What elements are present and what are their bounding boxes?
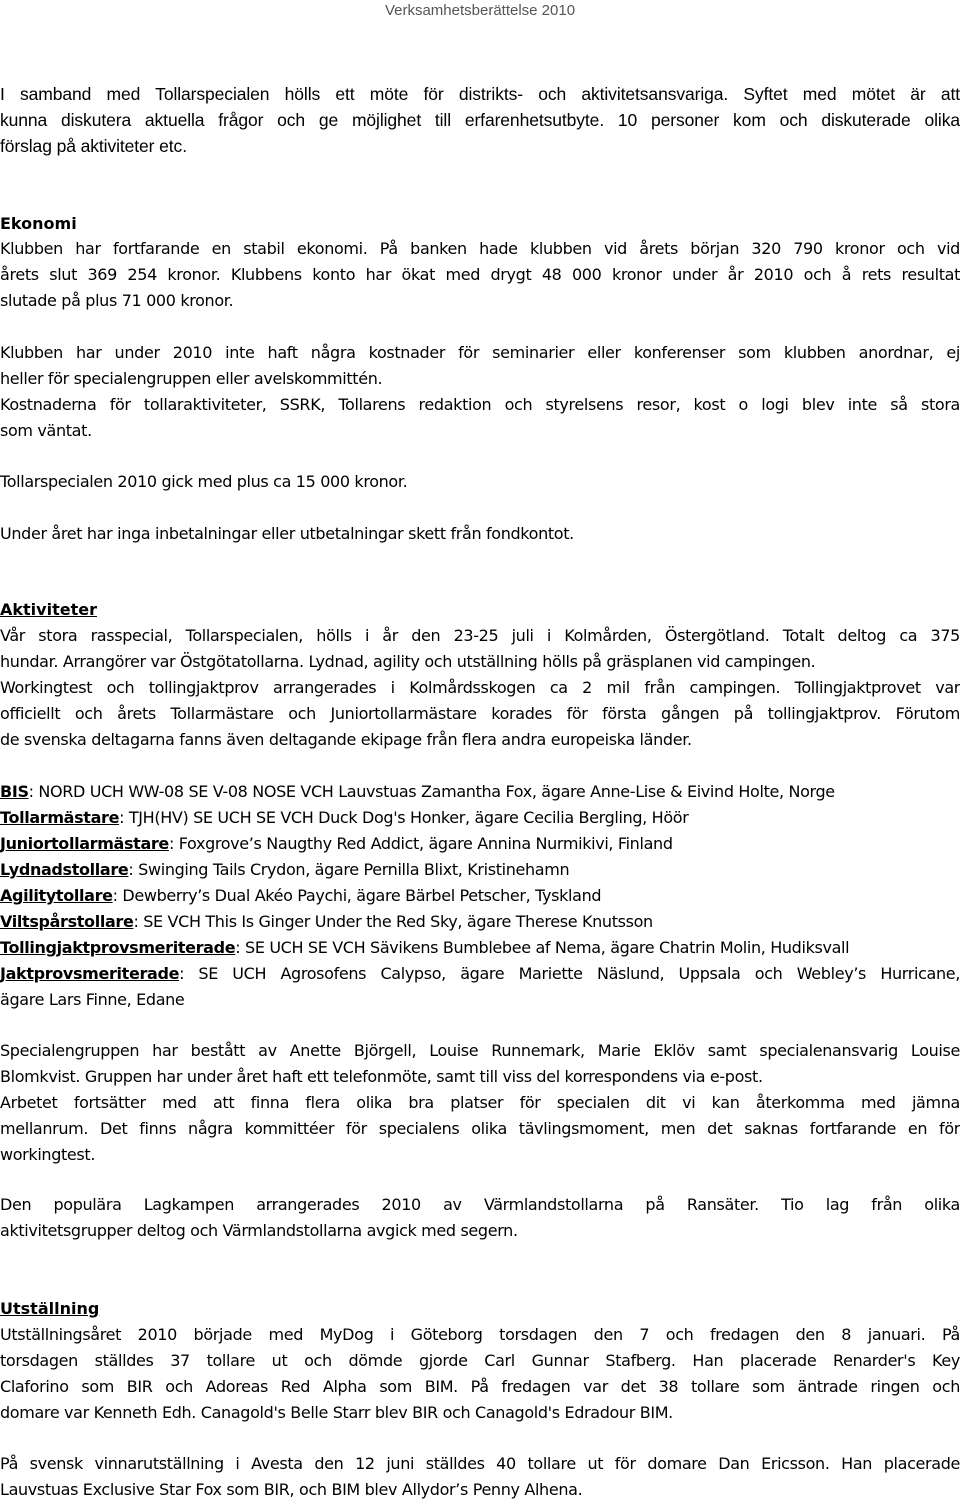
text-line: Vår stora rasspecial, Tollarspecialen, hölls i år den 23-25 juli i Kolmården, Östergötland. Totalt deltog ca 375 [0, 626, 960, 645]
text-line: hundar. Arrangörer var Östgötatollarna. Lydnad, agility och utställning hölls på gräsplanen vid campingen. [0, 652, 816, 671]
text-line: Utställningsåret 2010 började med MyDog i Göteborg torsdagen den 7 och fredagen den 8 januari. På [0, 1325, 960, 1344]
intro-line: kunna diskutera aktuella frågor och ge möjlighet till erfarenhetsutbyte. 10 personer kom och diskuterade olika [0, 110, 960, 130]
text-line: Klubben har fortfarande en stabil ekonomi. På banken hade klubben vid årets början 320 790 kronor och vid [0, 239, 960, 258]
award-label: Jaktprovsmeriterade [0, 964, 180, 983]
intro-line: förslag på aktiviteter etc. [0, 136, 187, 156]
award-text: : SE VCH This Is Ginger Under the Red Sky, ägare Therese Knutsson [133, 912, 653, 931]
award-text: : Foxgrove’s Naugthy Red Addict, ägare Annina Nurmikivi, Finland [168, 834, 673, 853]
text-line: Specialengruppen har bestått av Anette Björgell, Louise Runnemark, Marie Eklöv samt specialenansvarig Louise [0, 1041, 960, 1060]
text-line: officiellt och årets Tollarmästare och Juniortollarmästare korades för första gången på tollingjaktprov. Förutom [0, 704, 960, 723]
award-item [0, 909, 960, 935]
award-item [0, 883, 960, 909]
text-line: Blomkvist. Gruppen har under året haft ett telefonmöte, samt till viss del korrespondens via e-post. [0, 1067, 763, 1086]
text-line: Den populära Lagkampen arrangerades 2010 av Värmlandstollarna på Ransäter. Tio lag från olika [0, 1195, 960, 1214]
award-continuation: ägare Lars Finne, Edane [0, 990, 185, 1009]
specialengruppen-paragraph [0, 1038, 960, 1168]
award-label: Agilitytollare [0, 886, 113, 905]
text-line: Lauvstuas Exclusive Star Fox som BIR, och BIM blev Allydor’s Penny Alhena. [0, 1480, 583, 1499]
text-line: årets slut 369 254 kronor. Klubbens konto har ökat med drygt 48 000 kronor under år 2010 och å rets resultat [0, 265, 960, 284]
aktiviteter-heading: Aktiviteter [0, 600, 97, 619]
text-line: På svensk vinnarutställning i Avesta den 12 juni ställdes 40 tollare ut för domare Dan Ericsson. Han placerade [0, 1454, 960, 1473]
award-item [0, 805, 960, 831]
text-line: de svenska deltagarna fanns även deltagande ekipage från flera andra europeiska länder. [0, 730, 692, 749]
text-line: heller för specialengruppen eller avelskommittén. [0, 369, 383, 388]
ekonomi-paragraph-3 [0, 469, 960, 495]
award-label: Tollarmästare [0, 808, 120, 827]
award-text: : SE UCH Agrosofens Calypso, ägare Mariette Näslund, Uppsala och Webley’s Hurricane, [179, 964, 960, 983]
award-label: Juniortollarmästare [0, 834, 169, 853]
ekonomi-paragraph-4 [0, 521, 960, 547]
text-line: workingtest. [0, 1145, 96, 1164]
text-line: Tollarspecialen 2010 gick med plus ca 15 000 kronor. [0, 472, 408, 491]
text-line: Workingtest och tollingjaktprov arrangerades i Kolmårdsskogen ca 2 mil från campingen. Tollingjaktprovet var [0, 678, 960, 697]
text-line: mellanrum. Det finns några kommittéer för specialens olika tävlingsmoment, men det saknas fortfarande en för [0, 1119, 960, 1138]
award-item [0, 779, 960, 805]
text-line: Claforino som BIR och Adoreas Red Alpha som BIM. På fredagen var det 38 tollare som äntrade ringen och [0, 1377, 960, 1396]
text-line: Klubben har under 2010 inte haft några kostnader för seminarier eller konferenser som klubben anordnar, ej [0, 343, 960, 362]
lagkampen-paragraph [0, 1192, 960, 1244]
aktiviteter-paragraph [0, 623, 960, 753]
text-line: aktivitetsgrupper deltog och Värmlandstollarna avgick med segern. [0, 1221, 518, 1240]
ekonomi-paragraph-1 [0, 236, 960, 314]
award-label: Tollingjaktprovsmeriterade [0, 938, 236, 957]
intro-line: I samband med Tollarspecialen hölls ett möte för distrikts- och aktivitetsansvariga. Syftet med mötet är att [0, 84, 960, 104]
text-line: torsdagen ställdes 37 tollare ut och dömde gjorde Carl Gunnar Stafberg. Han placerade Renarder's Key [0, 1351, 960, 1370]
ekonomi-heading: Ekonomi [0, 214, 77, 233]
text-line: Kostnaderna för tollaraktiviteter, SSRK, Tollarens redaktion och styrelsens resor, kost o logi blev inte så stora [0, 395, 960, 414]
award-item [0, 961, 960, 987]
text-line: slutade på plus 71 000 kronor. [0, 291, 234, 310]
award-text: : NORD UCH WW-08 SE V-08 NOSE VCH Lauvstuas Zamantha Fox, ägare Anne-Lise & Eivind Holte, Norge [28, 782, 835, 801]
award-item [0, 831, 960, 857]
award-label: Viltspårstollare [0, 912, 134, 931]
utstallning-heading: Utställning [0, 1299, 100, 1318]
text-line: Under året har inga inbetalningar eller utbetalningar skett från fondkontot. [0, 524, 574, 543]
award-text: : Dewberry’s Dual Akéo Paychi, ägare Bärbel Petscher, Tyskland [112, 886, 602, 905]
utstallning-paragraph-2 [0, 1451, 960, 1503]
award-text: : SE UCH SE VCH Sävikens Bumblebee af Nema, ägare Chatrin Molin, Hudiksvall [235, 938, 850, 957]
text-line: som väntat. [0, 421, 92, 440]
award-list [0, 779, 960, 1013]
award-item [0, 857, 960, 883]
utstallning-paragraph-1 [0, 1322, 960, 1426]
text-line: Arbetet fortsätter med att finna flera olika bra platser för specialen dit vi kan återkomma med jämna [0, 1093, 960, 1112]
intro-paragraph [0, 81, 960, 159]
page-header: Verksamhetsberättelse 2010 [384, 2, 576, 19]
award-text: : Swinging Tails Crydon, ägare Pernilla Blixt, Kristinehamn [128, 860, 570, 879]
award-label: Lydnadstollare [0, 860, 129, 879]
ekonomi-paragraph-2 [0, 340, 960, 444]
award-text: : TJH(HV) SE UCH SE VCH Duck Dog's Honker, ägare Cecilia Bergling, Höör [119, 808, 689, 827]
award-item [0, 935, 960, 961]
award-label: BIS [0, 782, 29, 801]
text-line: domare var Kenneth Edh. Canagold's Belle Starr blev BIR och Canagold's Edradour BIM. [0, 1403, 673, 1422]
